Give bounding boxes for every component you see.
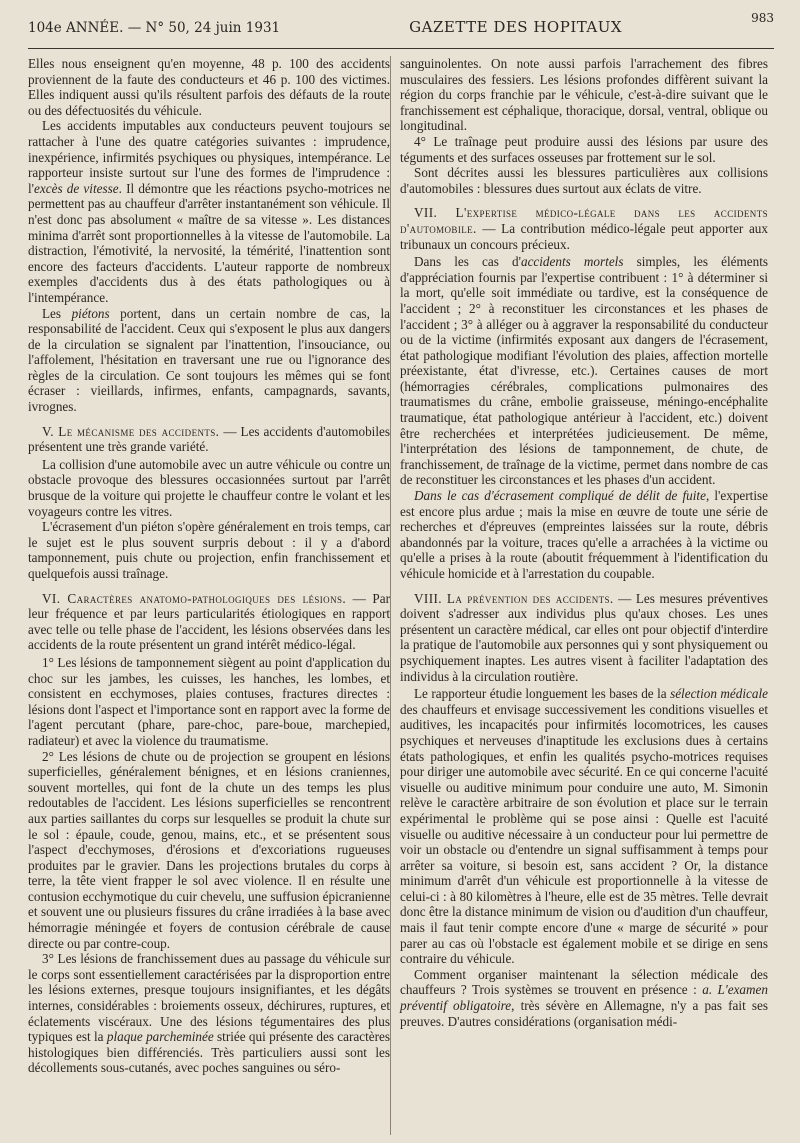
masthead-title: GAZETTE DES HOPITAUX [409,18,623,36]
paragraph: L'écrasement d'un piéton s'opère généralement en trois temps, car le sujet est le plus souvent surpris debout : il y a d'abord tamponnement, puis chute ou projection, enfin franchissement et quelquefois aussi traînage. [28,519,390,581]
paragraph: Dans les cas d'accidents mortels simples, les éléments d'appréciation fournis par l'expertise contribuent : 1° à déterminer si la mort, qu'elle soit immédiate ou tardive, est la conséquence de l'accident ; 2° à reconstituer les circonstances et les phases de l'accident ; 3° à alléger ou à aggraver la responsabilité du conducteur ou de la victime (infirmités exposant aux dangers de l'écrasement, état pathologique modifiant l'évolution des plaies, affection mortelle préexistante, état d'ivresse, etc.). Certaines causes de mort (hémorragies cérébrales, complications pulmonaires des traumatismes du crâne, embolie graisseuse, méningo-encéphalite traumatique, état pathologique antérieur à l'accident, etc.) doivent être recherchées et interprétées judicieusement. De même, l'interprétation des lésions de tamponnement, de chute, de franchissement, de traînage de la victime, permet dans nombre de cas de reconstituer les circonstances et les phases d'un accident. [400,254,768,488]
paragraph: Dans le cas d'écrasement compliqué de délit de fuite, l'expertise est encore plus ardue ; mais la mise en œuvre de toute une série de recherches et d'épreuves (empreintes laissées sur la route, débris abandonnés par la voiture, traces qu'elle a arrachées à la victime ou qu'elle a prises à la route (aboutit fréquemment à l'identification du véhicule homicide et à l'arrestation du coupable. [400,488,768,581]
paragraph: 1° Les lésions de tamponnement siègent au point d'application du choc sur les jambes, les cuisses, les hanches, les lombes, et consistent en ecchymoses, plaies contuses, fractures directes : lésions dont l'aspect et l'importance sont en rapport avec la forme de l'agent percutant (phare, pare-choc, pare-boue, marchepied, radiateur) et avec la violence du traumatisme. [28,654,390,748]
paragraph: 3° Les lésions de franchissement dues au passage du véhicule sur le corps sont essentiellement caractérisées par la disproportion entre les lésions externes, presque toujours insignifiantes, et les dégâts internes, considérables : broiements osseux, déchirures, ruptures, et éclatements viscéraux. Une des lésions tégumentaires des plus typiques est la plaque parcheminée striée qui présente des caractères histologiques bien différenciés. Très particuliers aussi sont les décollements sous-cutanés, avec poches sanguines ou séro- [28,951,390,1076]
left-column [28,56,390,1076]
section-heading: VI. Caractères anatomo-pathologiques des lésions. — Par leur fréquence et par leurs particularités étiologiques en rapport avec telle ou telle phase de l'accident, les lésions observées dans les accidents de la route présentent un grand intérêt médico-légal. [28,590,390,653]
page-header [28,11,774,42]
paragraph: La collision d'une automobile avec un autre véhicule ou contre un obstacle provoque des blessures occasionnées surtout par l'arrêt brusque de la voiture qui projette le chauffeur contre le volant et les voyageurs contre les vitres. [28,456,390,519]
column-divider [390,56,391,1135]
paragraph: sanguinolentes. On note aussi parfois l'arrachement des fibres musculaires des fessiers. Les lésions profondes diffèrent suivant la région du corps franchie par le véhicule, c'est-à-dire suivant que le franchissement est céphalique, thoracique, dorsal, ventral, oblique ou longitudinal. [400,56,768,134]
page-number: 983 [751,11,774,25]
paragraph: Comment organiser maintenant la sélection médicale des chauffeurs ? Trois systèmes se trouvent en présence : a. L'examen préventif obligatoire, très sévère en Allemagne, n'y a pas fait ses preuves. D'autres considérations (organisation médi- [400,966,768,1029]
paragraph: Les piétons portent, dans un certain nombre de cas, la responsabilité de l'accident. Ceux qui s'exposent le plus aux dangers de la circulation se signalent par l'inattention, l'insouciance, ou l'affolement, l'hésitation en traversant une rue ou l'ignorance des règles de la circulation. Ce sont toujours les mêmes qui se font écraser : vieillards, infirmes, enfants, campagnards, savants, ivrognes. [28,305,390,415]
right-column [400,56,768,1029]
paragraph: 4° Le traînage peut produire aussi des lésions par usure des téguments et des surfaces osseuses par frottement sur le sol. [400,133,768,165]
section-heading: VII. L'expertise médico-légale dans les accidents d'automobile. — La contribution médico-légale peut apporter aux tribunaux un concours précieux. [400,205,768,252]
issue-line: 104e ANNÉE. — N° 50, 24 juin 1931 [28,20,281,36]
paragraph: Sont décrites aussi les blessures particulières aux collisions d'automobiles : blessures dues surtout aux éclats de vitre. [400,165,768,196]
paragraph: Les accidents imputables aux conducteurs peuvent toujours se rattacher à l'une des quatre catégories suivantes : imprudence, inexpérience, infirmités psychiques ou physiques, intempérance. Le rapporteur insiste surtout sur l'une des formes de l'imprudence : l'excès de vitesse. Il démontre que les réactions psycho-motrices ne permettent pas au chauffeur d'arrêter instantanément son véhicule. Il n'est donc pas absolument « maître de sa vitesse ». Les distances minima d'arrêt sont proportionnelles à la vitesse de l'automobile. La distraction, l'émotivité, la nervosité, la témérité, l'inattention sont encore des facteurs d'accidents. L'auteur rapporte de nombreux exemples d'accidents dus à des états pathologiques ou à l'intempérance. [28,118,390,305]
paragraph: Le rapporteur étudie longuement les bases de la sélection médicale des chauffeurs et envisage successivement les conditions visuelles et auditives, les incapacités pour infirmités locomotrices, les causes psychiques et nerveuses d'inaptitude les exclusions dues à certains états pathologiques, et enfin les qualités psycho-motrices requises pour diriger une automobile avec sécurité. En ce qui concerne l'acuité visuelle ou auditive minimum pour conduire une auto, M. Simonin relève le caractère arbitraire de son évolution et place sur le terrain expérimental le problème qui se pose ainsi : Quelle est l'acuité visuelle ou auditive nécessaire à un conducteur pour lui permettre de voir un obstacle ou d'entendre un signal suffisamment à temps pour arrêter sa voiture, si besoin est, sans accident ? Or, la distance minimum d'arrêt d'un véhicule est proportionnelle à la vitesse de celui-ci : à 80 kilomètres à l'heure, elle est de 35 mètres. Telle devrait donc être la distance minimum de vision ou d'audition d'un chauffeur, mais il faut tenir compte encore d'une « marge de sécurité » pour parer au cas où l'obstacle est également mobile et se dirige en sens contraire du véhicule. [400,686,768,967]
paragraph: 2° Les lésions de chute ou de projection se groupent en lésions superficielles, généralement bénignes, et en lésions craniennes, souvent mortelles, qui font de la chute un des temps les plus redoutables de l'accident. Les lésions superficielles se rencontrent aux parties saillantes du corps sur lesquelles se produit la chute sur le sol : épaule, coude, genou, mains, etc., et se présentent sous l'aspect d'ecchymoses, d'érosions et d'excoriations rugueuses produites par le gravier. Dans les projections brutales du corps à terre, la tête vient frapper le sol avec violence. Il en résulte une contusion ecchymotique du cuir chevelu, une suffusion épicranienne et souvent une ou plusieurs fissures du crâne irradiées à la base avec hémorragie méningée et foyers de contusion cérébrale de cause directe ou par contre-coup. [28,748,390,951]
paragraph: Elles nous enseignent qu'en moyenne, 48 p. 100 des accidents proviennent de la faute des conducteurs et 46 p. 100 des victimes. Elles indiquent aussi qu'ils résultent parfois des défauts de la route ou des défectuosités du véhicule. [28,56,390,118]
section-heading: V. Le mécanisme des accidents. — Les accidents d'automobiles présentent une très grande variété. [28,423,390,455]
section-heading: VIII. La prévention des accidents. — Les mesures préventives doivent s'adresser aux individus plus qu'aux choses. Les unes présentent un caractère médical, car elles ont pour objectif d'interdire la pratique de l'automobile aux personnes qui y sont physiquement ou psychiquement inaptes. Les autres visent à faciliter l'adaptation des individus à la circulation routière. [400,590,768,684]
header-rule [28,48,774,49]
